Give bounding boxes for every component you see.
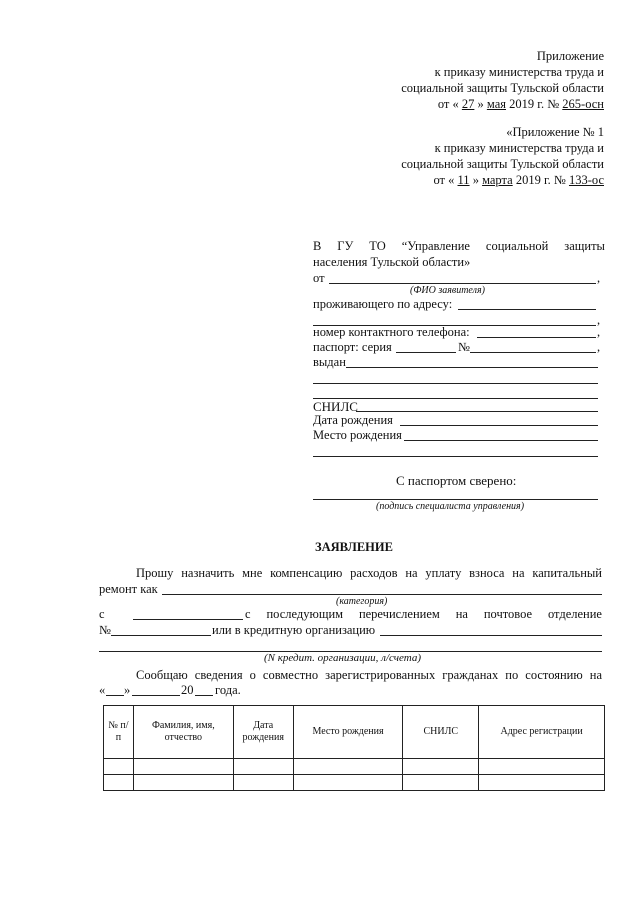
appendix2-from: от « <box>433 173 455 187</box>
appendix1-line2: к приказу министерства труда и <box>434 65 604 79</box>
passport-series-field[interactable] <box>396 352 456 353</box>
phone-comma: , <box>597 325 601 339</box>
header-birthdate: Дата рождения <box>233 706 293 759</box>
table-cell[interactable] <box>104 759 134 775</box>
transfer-word: отделение <box>547 607 602 621</box>
passport-number-field[interactable] <box>470 352 596 353</box>
issued-field-1[interactable] <box>346 367 598 368</box>
category-field[interactable] <box>162 594 602 595</box>
addressee-word: ТО <box>369 239 386 253</box>
date-month-field[interactable] <box>132 695 180 696</box>
fio-comma: , <box>597 271 601 285</box>
date-open-quote: « <box>99 683 106 697</box>
info-word: совместно <box>262 668 319 682</box>
appendix2-day: 11 <box>457 173 470 187</box>
request-word: на <box>405 566 418 580</box>
addressee-word: защиты <box>564 239 605 253</box>
year-prefix: 20 <box>181 683 194 697</box>
credit-org-field-1[interactable] <box>380 635 602 636</box>
appendix2-line3: социальной защиты Тульской области <box>401 157 604 171</box>
table-cell[interactable] <box>233 775 293 791</box>
date-close-quote: » <box>124 683 131 697</box>
appendix1-year-no: 2019 г. № <box>509 97 560 111</box>
info-word: сведения <box>194 668 243 682</box>
credit-org-text: или в кредитную организацию <box>212 623 376 637</box>
appendix1-from: от « <box>437 97 459 111</box>
request-word: капитальный <box>532 566 602 580</box>
birthplace-label: Место рождения <box>313 428 402 442</box>
signature-field[interactable] <box>313 499 598 500</box>
category-caption: (категория) <box>336 596 388 607</box>
appendix1-date-line <box>438 98 604 111</box>
date-day-field[interactable] <box>106 695 124 696</box>
table-row <box>104 775 605 791</box>
address-label: проживающего по адресу: <box>313 297 453 311</box>
address-field-1[interactable] <box>458 309 596 310</box>
snils-field[interactable] <box>356 411 598 412</box>
issued-label: выдан <box>313 355 346 369</box>
verified-label: С паспортом сверено: <box>396 473 517 488</box>
transfer-word: на <box>455 607 468 621</box>
request-word: взноса <box>469 566 505 580</box>
since-date-field[interactable] <box>133 619 243 620</box>
appendix1-line3: социальной защиты Тульской области <box>401 81 604 95</box>
addressee-word: ГУ <box>337 239 354 253</box>
addressee-line2: населения Тульской области» <box>313 255 471 269</box>
table-cell[interactable] <box>133 775 233 791</box>
appendix1-line1: Приложение <box>536 49 604 63</box>
table-cell[interactable] <box>403 775 479 791</box>
addressee-word: В <box>313 239 322 253</box>
info-word: гражданах <box>442 668 499 682</box>
passport-comma: , <box>597 340 601 354</box>
address-comma: , <box>597 313 601 327</box>
appendix1-mid: » <box>477 97 484 111</box>
appendix1-day: 27 <box>461 97 475 111</box>
table-cell[interactable] <box>233 759 293 775</box>
request-line2: ремонт как <box>99 582 158 596</box>
transfer-word: последующим <box>266 607 344 621</box>
table-header-row <box>104 706 605 759</box>
date-year-field[interactable] <box>195 695 213 696</box>
from-label: от <box>313 271 325 285</box>
signature-caption: (подпись специалиста управления) <box>376 501 525 512</box>
appendix1-month: мая <box>486 97 506 111</box>
appendix2-month: марта <box>482 173 513 187</box>
table-cell[interactable] <box>479 759 605 775</box>
request-word: назначить <box>181 566 235 580</box>
transfer-word: с <box>245 607 251 621</box>
request-word: Прошу <box>136 566 174 580</box>
header-snils: СНИЛС <box>403 706 479 759</box>
addressee-line1 <box>313 240 605 253</box>
birthdate-label: Дата рождения <box>313 413 393 427</box>
statement-title: ЗАЯВЛЕНИЕ <box>315 540 393 554</box>
transfer-word: перечислением <box>358 607 440 621</box>
passport-label: паспорт: серия <box>313 340 392 354</box>
info-word: на <box>589 668 602 682</box>
passport-no-label: № <box>458 340 470 354</box>
birthplace-field-2[interactable] <box>313 456 598 457</box>
info-word: о <box>249 668 256 682</box>
appendix2-mid: » <box>472 173 479 187</box>
post-office-number-field[interactable] <box>111 635 211 636</box>
addressee-word: социальной <box>485 239 549 253</box>
phone-field[interactable] <box>477 337 596 338</box>
appendix2-number: 133-ос <box>568 173 604 187</box>
request-line1 <box>136 567 602 580</box>
post-office-no-label: № <box>99 623 111 637</box>
phone-label: номер контактного телефона: <box>313 325 470 339</box>
appendix2-line2: к приказу министерства труда и <box>434 141 604 155</box>
info-line1 <box>136 669 602 682</box>
appendix2-year-no: 2019 г. № <box>515 173 566 187</box>
info-word: Сообщаю <box>136 668 188 682</box>
fio-caption: (ФИО заявителя) <box>410 285 485 296</box>
info-word: по <box>505 668 519 682</box>
credit-org-caption: (N кредит. организации, л/счета) <box>264 652 422 664</box>
table-cell[interactable] <box>293 775 403 791</box>
birthdate-field[interactable] <box>400 425 598 426</box>
request-word: расходов <box>350 566 398 580</box>
persons-table <box>103 705 605 791</box>
appendix2-date-line <box>433 174 604 187</box>
request-word: мне <box>242 566 263 580</box>
transfer-word: почтовое <box>483 607 533 621</box>
request-word: уплату <box>425 566 462 580</box>
birthplace-field-1[interactable] <box>404 440 598 441</box>
appendix2-line1: «Приложение № 1 <box>506 125 604 139</box>
info-word: зарегистрированных <box>325 668 436 682</box>
fio-field[interactable] <box>329 283 596 284</box>
header-fullname: Фамилия, имя, отчество <box>133 706 233 759</box>
table-row <box>104 759 605 775</box>
table-cell[interactable] <box>479 775 605 791</box>
table-cell[interactable] <box>403 759 479 775</box>
table-cell[interactable] <box>104 775 134 791</box>
request-word: на <box>512 566 525 580</box>
year-suffix: года. <box>215 683 241 697</box>
addressee-word: “Управление <box>401 239 470 253</box>
since-label: с <box>99 607 105 621</box>
appendix1-number: 265-осн <box>562 97 604 111</box>
issued-field-2[interactable] <box>313 383 598 384</box>
snils-label: СНИЛС <box>313 399 358 414</box>
header-address: Адрес регистрации <box>479 706 605 759</box>
info-word: состоянию <box>525 668 583 682</box>
transfer-line <box>245 608 602 621</box>
request-word: компенсацию <box>270 566 343 580</box>
table-cell[interactable] <box>293 759 403 775</box>
table-cell[interactable] <box>133 759 233 775</box>
header-birthplace: Место рождения <box>293 706 403 759</box>
header-number: № п/п <box>104 706 134 759</box>
